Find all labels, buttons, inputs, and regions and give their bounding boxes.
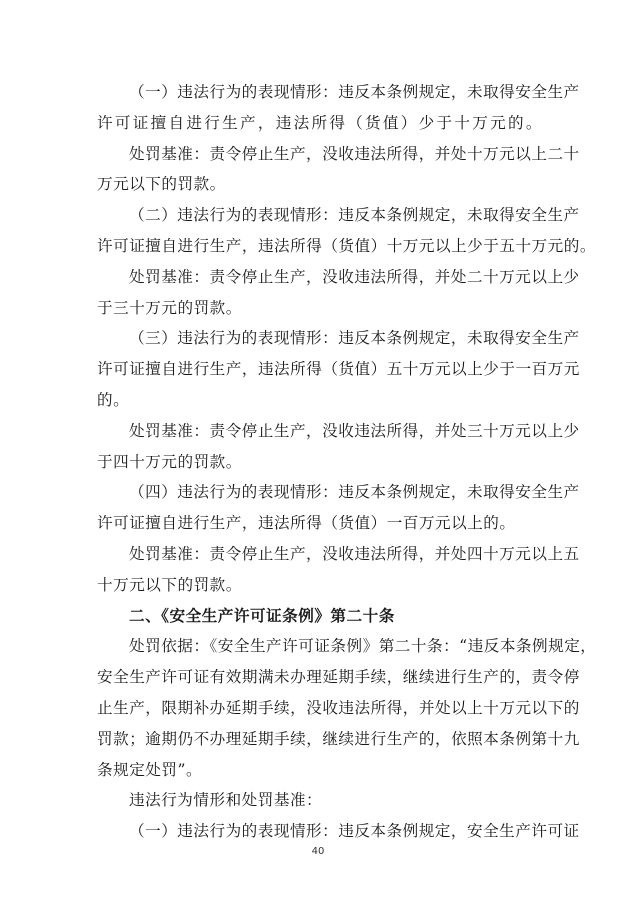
paragraph-line: 处罚基准：责令停止生产，没收违法所得，并处三十万元以上少 <box>129 421 580 440</box>
paragraph-line: （一）违法行为的表现情形：违反本条例规定，安全生产许可证 <box>129 822 580 841</box>
paragraph-line: 许可证擅自进行生产，违法所得（货值）一百万元以上的。 <box>97 514 516 533</box>
paragraph-line: 十万元以下的罚款。 <box>97 575 242 594</box>
paragraph-line: 的。 <box>97 391 130 409</box>
paragraph-line: 处罚基准：责令停止生产，没收违法所得，并处十万元以上二十 <box>129 144 580 163</box>
paragraph-line: 违法行为情形和处罚基准： <box>129 791 323 810</box>
paragraph-line: （二）违法行为的表现情形：违反本条例规定，未取得安全生产 <box>129 206 580 225</box>
page-number: 40 <box>311 846 325 857</box>
paragraph-line: （三）违法行为的表现情形：违反本条例规定，未取得安全生产 <box>129 329 580 348</box>
paragraph-line: 于三十万元的罚款。 <box>97 298 242 317</box>
paragraph-line: 罚款；逾期仍不办理延期手续，继续进行生产的，依照本条例第十九 <box>97 729 580 748</box>
paragraph-line: 处罚基准：责令停止生产，没收违法所得，并处二十万元以上少 <box>129 267 580 286</box>
paragraph-line: 处罚基准：责令停止生产，没收违法所得，并处四十万元以上五 <box>129 545 580 563</box>
paragraph-line: 许可证擅自进行生产，违法所得（货值）十万元以上少于五十万元的。 <box>97 237 596 255</box>
paragraph-line: （一）违法行为的表现情形：违反本条例规定，未取得安全生产 <box>129 83 580 101</box>
paragraph-line: （四）违法行为的表现情形：违反本条例规定，未取得安全生产 <box>129 483 580 502</box>
section-heading: 二、《安全生产许可证条例》第二十条 <box>129 605 395 625</box>
paragraph-line: 许可证擅自进行生产，违法所得（货值）五十万元以上少于一百万元 <box>97 360 580 379</box>
paragraph-line: 于四十万元的罚款。 <box>97 452 242 471</box>
paragraph-line: 安全生产许可证有效期满未办理延期手续，继续进行生产的，责令停 <box>97 668 580 687</box>
paragraph-line: 条规定处罚”。 <box>97 760 203 779</box>
paragraph-line: 许可证擅自进行生产，违法所得（货值）少于十万元的。 <box>97 113 542 132</box>
paragraph-line: 止生产，限期补办延期手续，没收违法所得，并处以上十万元以下的 <box>97 699 580 717</box>
paragraph-line: 处罚依据：《安全生产许可证条例》第二十条：“违反本条例规定， <box>129 637 597 656</box>
paragraph-line: 万元以下的罚款。 <box>97 175 226 194</box>
